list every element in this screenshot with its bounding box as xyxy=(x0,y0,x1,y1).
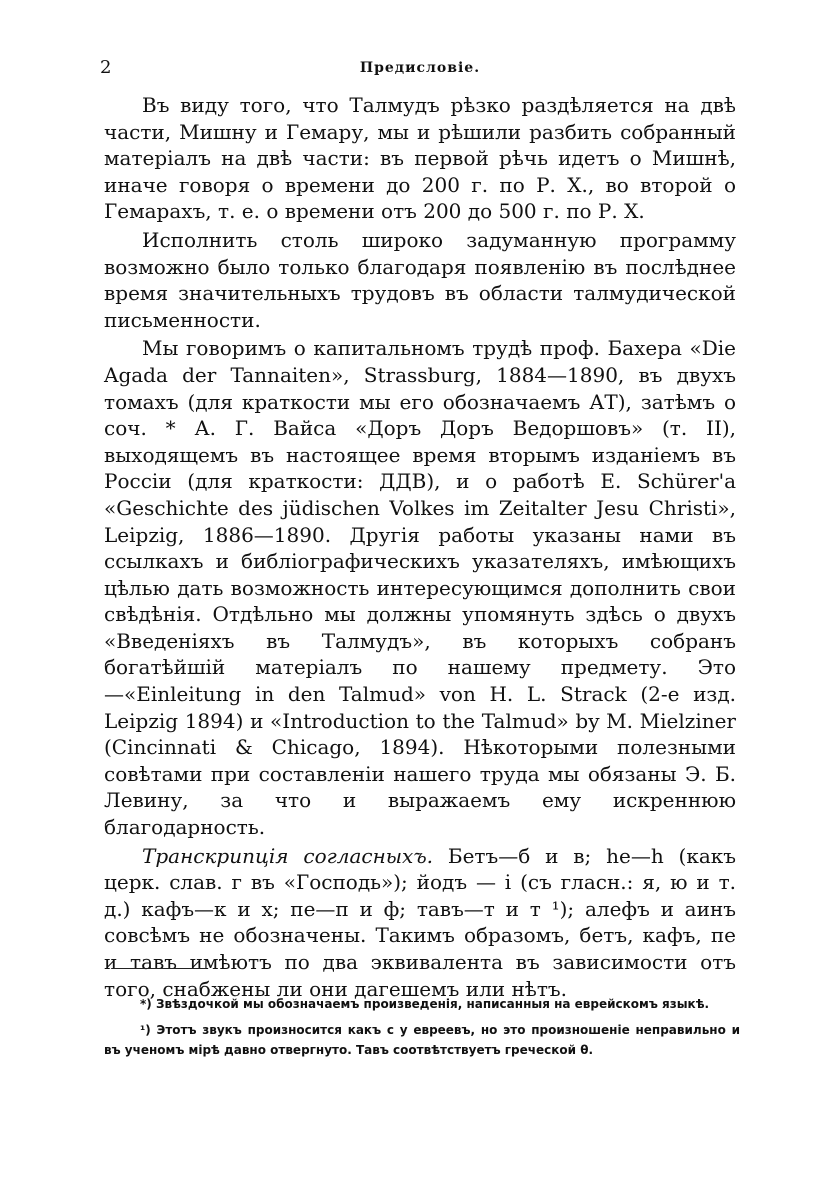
transcription-heading: Транскрипція согласныхъ. xyxy=(142,843,434,868)
paragraph-division: Въ виду того, что Талмудъ рѣзко раздѣляется на двѣ части, Мишну и Гемару, мы и рѣшили разбить собранный матеріалъ на двѣ части: въ первой рѣчь идетъ о Мишнѣ, иначе говоря о времени до 200 г. по Р. Х., во второй о Гемарахъ, т. е. о времени отъ 200 до 500 г. по Р. Х. xyxy=(104,93,736,224)
main-text xyxy=(104,92,736,1002)
footnote-one xyxy=(104,1020,740,1060)
footnote-star-marker: *) xyxy=(140,997,152,1011)
footnote-star-text: Звѣздочкой мы обозначаемъ произведенія, написанныя на еврейскомъ языкѣ. xyxy=(151,997,710,1011)
footnote-star xyxy=(104,994,740,1014)
footnote-one-marker: ¹) xyxy=(140,1023,151,1037)
footnote-rule xyxy=(112,968,206,969)
footnotes xyxy=(104,994,740,1066)
page-header xyxy=(100,56,740,80)
paragraph-sources: Мы говоримъ о капитальномъ трудѣ проф. Бахера «Die Agada der Tannaiten», Strassburg, 1884—1890, въ двухъ томахъ (для краткости мы его обозначаемъ АТ), затѣмъ о соч. * А. Г. Вайса «Доръ Доръ Ведоршовъ» (т. II), выходящемъ въ настоящее время вторымъ изданіемъ въ Россіи (для краткости: ДДВ), и о работѣ E. Schürer'a «Geschichte des jüdischen Volkes im Zeitalter Jesu Christi», Leipzig, 1886—1890. Другія работы указаны нами въ ссылкахъ и библіографическихъ указателяхъ, имѣющихъ цѣлью дать возможность интересующимся дополнить свои свѣдѣнія. Отдѣльно мы должны упомянуть здѣсь о двухъ «Введеніяхъ въ Талмудъ», въ которыхъ собранъ богатѣйшій матеріалъ по нашему предмету. Это—«Einleitung in den Talmud» von H. L. Strack (2-е изд. Leipzig 1894) и «Introduction to the Talmud» by M. Mielziner (Cincinnati & Chicago, 1894). Нѣкоторыми полезными совѣтами при составленіи нашего труда мы обязаны Э. Б. Левину, за что и выражаемъ ему искреннюю благодарность. xyxy=(104,336,736,840)
page-number: 2 xyxy=(100,57,112,78)
running-head: Предисловіе. xyxy=(359,60,481,76)
footnote-one-text: Этотъ звукъ произносится какъ с у евреевъ, но это произношеніе неправильно и въ ученомъ мірѣ давно отвергнуто. Тавъ соотвѣтствуетъ греческой θ. xyxy=(104,1023,740,1057)
transcription-text: Бетъ—б и в; he—h (какъ церк. слав. г въ «Господь»); йодъ — і (съ гласн.: я, ю и т. д.) кафъ—к и х; пе—п и ф; тавъ—т и т ¹); алефъ и аинъ совсѣмъ не обозначены. Такимъ образомъ, бетъ, кафъ, пе и тавъ имѣютъ по два эквивалента въ зависимости отъ того, снабжены ли они дагешемъ или нѣтъ. xyxy=(104,843,736,1001)
paragraph-transcription xyxy=(104,843,736,1003)
paragraph-program: Исполнить столь широко задуманную программу возможно было только благодаря появленію въ послѣднее время значительныхъ трудовъ въ области талмудической письменности. xyxy=(104,227,736,332)
